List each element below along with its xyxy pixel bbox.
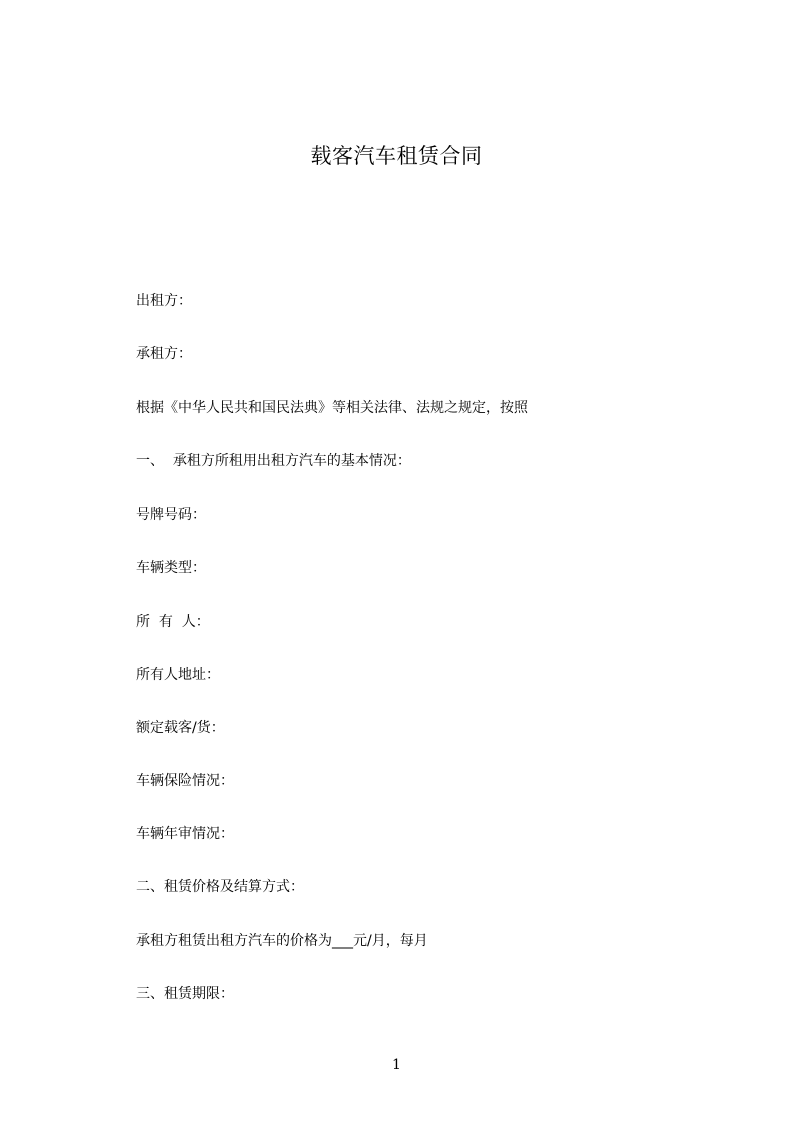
paragraph-annual-inspection: 车辆年审情况： (136, 826, 234, 842)
paragraph-rental-price: 承租方租赁出租方汽车的价格为___元/月，每月 (136, 933, 428, 949)
paragraph-legal-basis: 根据《中华人民共和国民法典》等相关法律、法规之规定，按照 (136, 400, 528, 416)
paragraph-section-three-heading: 三、租赁期限： (136, 986, 234, 1002)
page-number: 1 (392, 1057, 401, 1073)
paragraph-section-two-heading: 二、租赁价格及结算方式： (136, 879, 304, 895)
paragraph-vehicle-type: 车辆类型： (136, 560, 206, 576)
paragraph-owner: 所 有 人： (136, 614, 210, 630)
paragraph-lessee: 承租方： (136, 346, 192, 362)
paragraph-rated-capacity: 额定载客/货： (136, 720, 225, 736)
paragraph-plate-number: 号牌号码： (136, 507, 206, 523)
paragraph-insurance: 车辆保险情况： (136, 773, 234, 789)
paragraph-owner-address: 所有人地址： (136, 667, 220, 683)
paragraph-section-one-heading: 一、 承租方所租用出租方汽车的基本情况： (136, 453, 411, 469)
document-title: 载客汽车租赁合同 (310, 144, 483, 168)
paragraph-lessor: 出租方： (136, 293, 192, 309)
